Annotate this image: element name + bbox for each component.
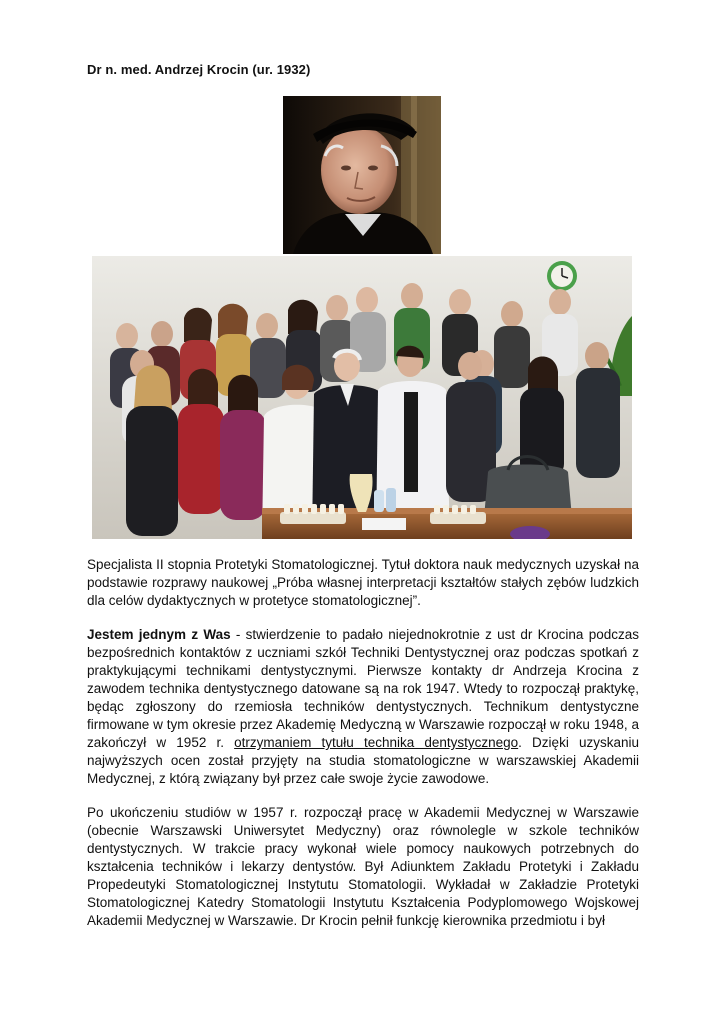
- portrait-photo: [283, 96, 441, 254]
- paragraph-2: [87, 626, 639, 788]
- group-photo: [92, 256, 632, 539]
- page-title: Dr n. med. Andrzej Krocin (ur. 1932): [87, 62, 311, 77]
- paragraph-2-part-2: . Dzięki uzyskaniu najwyższych ocen został przyjęty na studia stomatologiczne w warszawskiej Akademii Medycznej, z którą związany był przez całe swoje życie zawodowe.: [87, 735, 639, 786]
- paragraph-1: Specjalista II stopnia Protetyki Stomatologicznej. Tytuł doktora nauk medycznych uzyskał na podstawie rozprawy naukowej „Próba własnej interpretacji kształtów stałych zębów ludzkich dla celów dydaktycznych w protetyce stomatologicznej”.: [87, 557, 639, 608]
- paragraph-2-part-1: - stwierdzenie to padało niejednokrotnie z ust dr Krocina podczas bezpośrednich kontaktów z uczniami szkół Techniki Dentystycznej oraz podczas spotkań z praktykującymi technikami dentystycznymi. Pierwsze kontakty dr Andrzeja Krocina z zawodem technika dentystycznego datowane są na rok 1947. Wtedy to rozpoczął praktykę, będąc zgłoszony do rzemiosła techników dentystycznych. Technikum dentystyczne firmowane w tym okresie przez Akademię Medyczną w Warszawie rozpoczął w roku 1948, a zakończył w 1952 r.: [87, 627, 639, 750]
- paragraph-2-bold-lead: Jestem jednym z Was: [87, 627, 231, 642]
- paragraph-2-underlined: otrzymaniem tytułu technika dentystycznego: [234, 735, 519, 750]
- paragraph-3: Po ukończeniu studiów w 1957 r. rozpoczął pracę w Akademii Medycznej w Warszawie (obecnie Warszawski Uniwersytet Medyczny) oraz równolegle w szkole techników dentystycznych. W trakcie pracy wykonał wiele pomocy naukowych potrzebnych do kształcenia techników i lekarzy dentystów. Był Adiunktem Zakładu Protetyki i Zakładu Propedeutyki Stomatologicznej Instytutu Stomatologii. Wykładał w Zakładzie Protetyki Stomatologicznej Katedry Stomatologii Instytutu Kształcenia Podyplomowego Wojskowej Akademii Medycznej w Warszawie. Dr Krocin pełnił funkcję kierownika przedmiotu i był: [87, 805, 639, 928]
